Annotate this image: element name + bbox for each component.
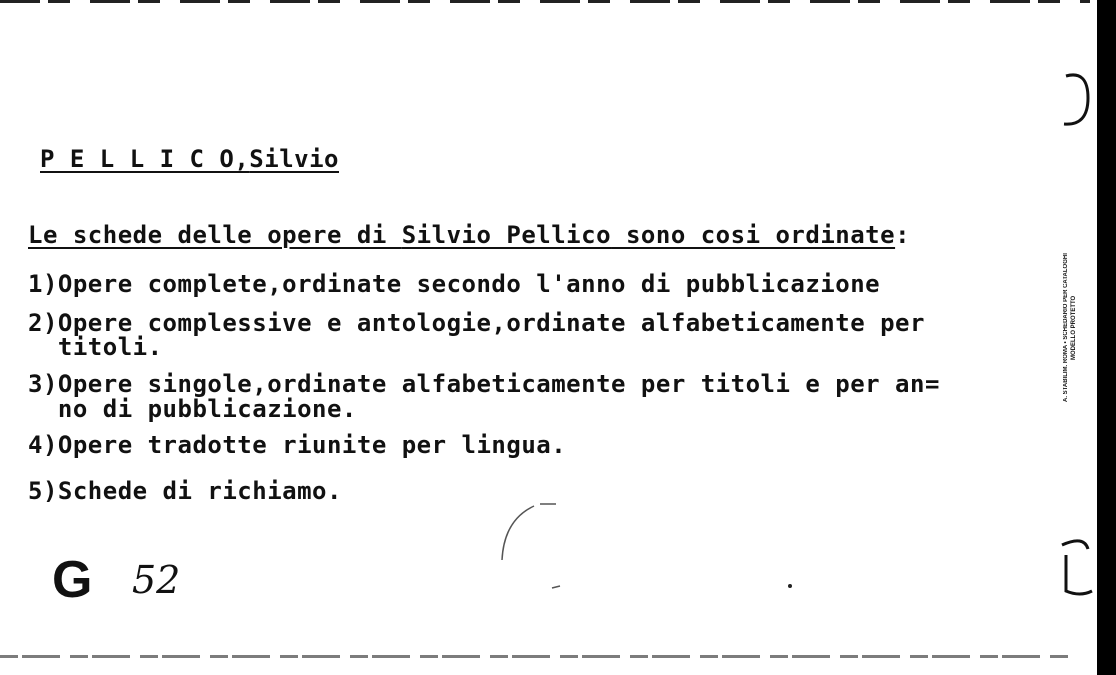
heading-firstname: Silvio xyxy=(249,145,339,173)
heading-surname: P E L L I C O, xyxy=(40,145,250,173)
dot-mark-icon xyxy=(786,582,794,590)
list-item-3: 3)Opere singole,ordinate alfabeticamente per titoli e per an= xyxy=(28,370,940,398)
card-top-edge xyxy=(0,0,1090,3)
handwritten-number: 52 xyxy=(132,558,181,602)
card-bottom-edge xyxy=(0,655,1070,658)
card-heading xyxy=(40,146,339,172)
punch-hole-bottom-icon xyxy=(1056,535,1098,599)
list-item-5: 5)Schede di richiamo. xyxy=(28,477,342,505)
stamp-letter: G xyxy=(52,551,93,609)
list-item-1: 1)Opere complete,ordinate secondo l'anno di pubblicazione xyxy=(28,270,881,298)
side-imprint-line2: MODELLO PROTETTO xyxy=(1071,295,1077,361)
intro-part1: Le schede delle opere di xyxy=(28,221,402,249)
intro-part2: Silvio Pellico xyxy=(401,221,612,249)
side-imprint xyxy=(1062,198,1092,458)
punch-hole-top-icon xyxy=(1058,68,1098,132)
list-item-4: 4)Opere tradotte riunite per lingua. xyxy=(28,431,567,459)
list-item-2: 2)Opere complessive e antologie,ordinate alfabeticamente per xyxy=(28,309,925,337)
intro-colon: : xyxy=(895,221,911,249)
list-item-3-cont: no di pubblicazione. xyxy=(28,395,357,423)
side-imprint-line1: A. STABILIM. ROMA • SCHEDARIO PER CATALOGHI xyxy=(1063,253,1069,403)
list-item-2-cont: titoli. xyxy=(28,333,163,361)
pencil-mark-icon xyxy=(494,500,564,600)
intro-part3: sono cosi ordinate xyxy=(611,221,896,249)
scan-right-border xyxy=(1097,0,1116,675)
card-intro xyxy=(28,222,910,248)
